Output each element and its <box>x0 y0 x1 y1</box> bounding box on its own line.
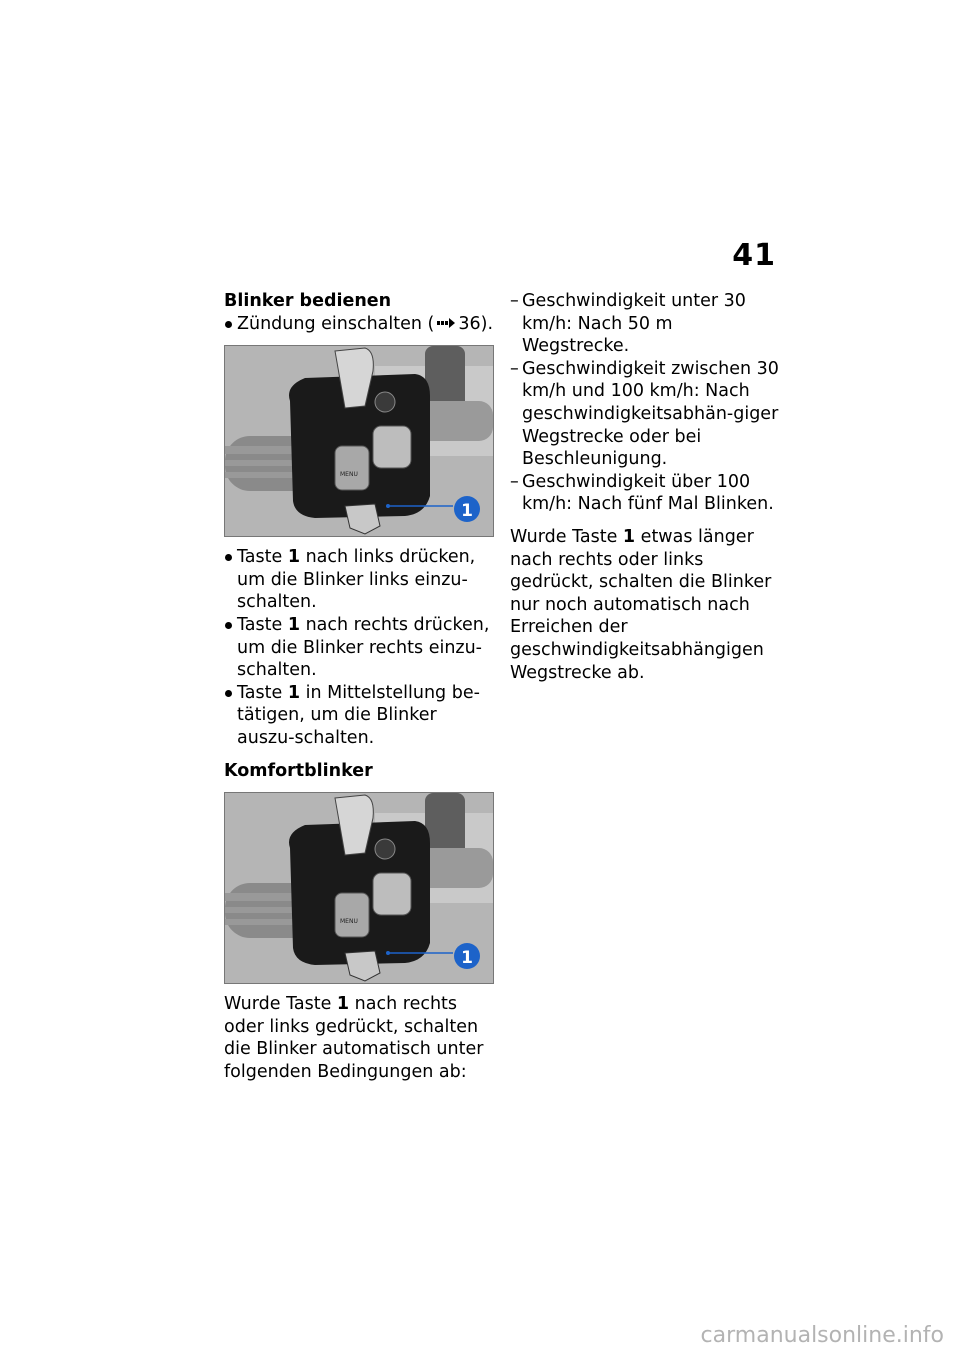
instruction-off: Taste 1 in Mittelstellung be-tätigen, um die Blinker auszu-schalten. <box>224 682 496 750</box>
ignition-instruction: Zündung einschalten ( 36). <box>224 313 496 336</box>
page-reference[interactable]: 36 <box>458 313 481 334</box>
page-number: 41 <box>732 238 776 273</box>
callout-number: 1 <box>461 501 473 522</box>
handlebar-switch-illustration <box>225 793 493 983</box>
menu-label: MENU <box>340 471 358 479</box>
instruction-left: Taste 1 nach links drücken, um die Blinker links einzu-schalten. <box>224 546 496 614</box>
section-heading-komfortblinker: Komfortblinker <box>224 760 373 781</box>
condition-30-to-100: – Geschwindigkeit zwischen 30 km/h und 100 km/h: Nach geschwindigkeitsabhän-giger Wegstrecke oder bei Beschleunigung. <box>510 358 785 471</box>
left-column <box>224 290 496 1084</box>
instruction-right: Taste 1 nach rechts drücken, um die Blinker rechts einzu-schalten. <box>224 614 496 682</box>
condition-over-100: – Geschwindigkeit über 100 km/h: Nach fünf Mal Blinken. <box>510 471 785 516</box>
menu-label: MENU <box>340 918 358 926</box>
section-heading-blinker: Blinker bedienen <box>224 291 392 311</box>
handlebar-switch-figure-2 <box>224 792 494 984</box>
long-press-paragraph: Wurde Taste 1 etwas länger nach rechts oder links gedrückt, schalten die Blinker nur noch automatisch nach Erreichen der geschwindigkeitsabhängigen Wegstrecke ab. <box>510 526 772 683</box>
right-column <box>510 290 785 684</box>
handlebar-switch-figure-1 <box>224 345 494 537</box>
callout-number: 1 <box>461 948 473 969</box>
arrow-right-icon <box>437 318 455 328</box>
handlebar-switch-illustration <box>225 346 493 536</box>
condition-under-30: – Geschwindigkeit unter 30 km/h: Nach 50 m Wegstrecke. <box>510 290 785 358</box>
komfortblinker-paragraph: Wurde Taste 1 nach rechts oder links gedrückt, schalten die Blinker automatisch unter folgenden Bedingungen ab: <box>224 994 484 1082</box>
watermark: carmanualsonline.info <box>700 1323 944 1348</box>
